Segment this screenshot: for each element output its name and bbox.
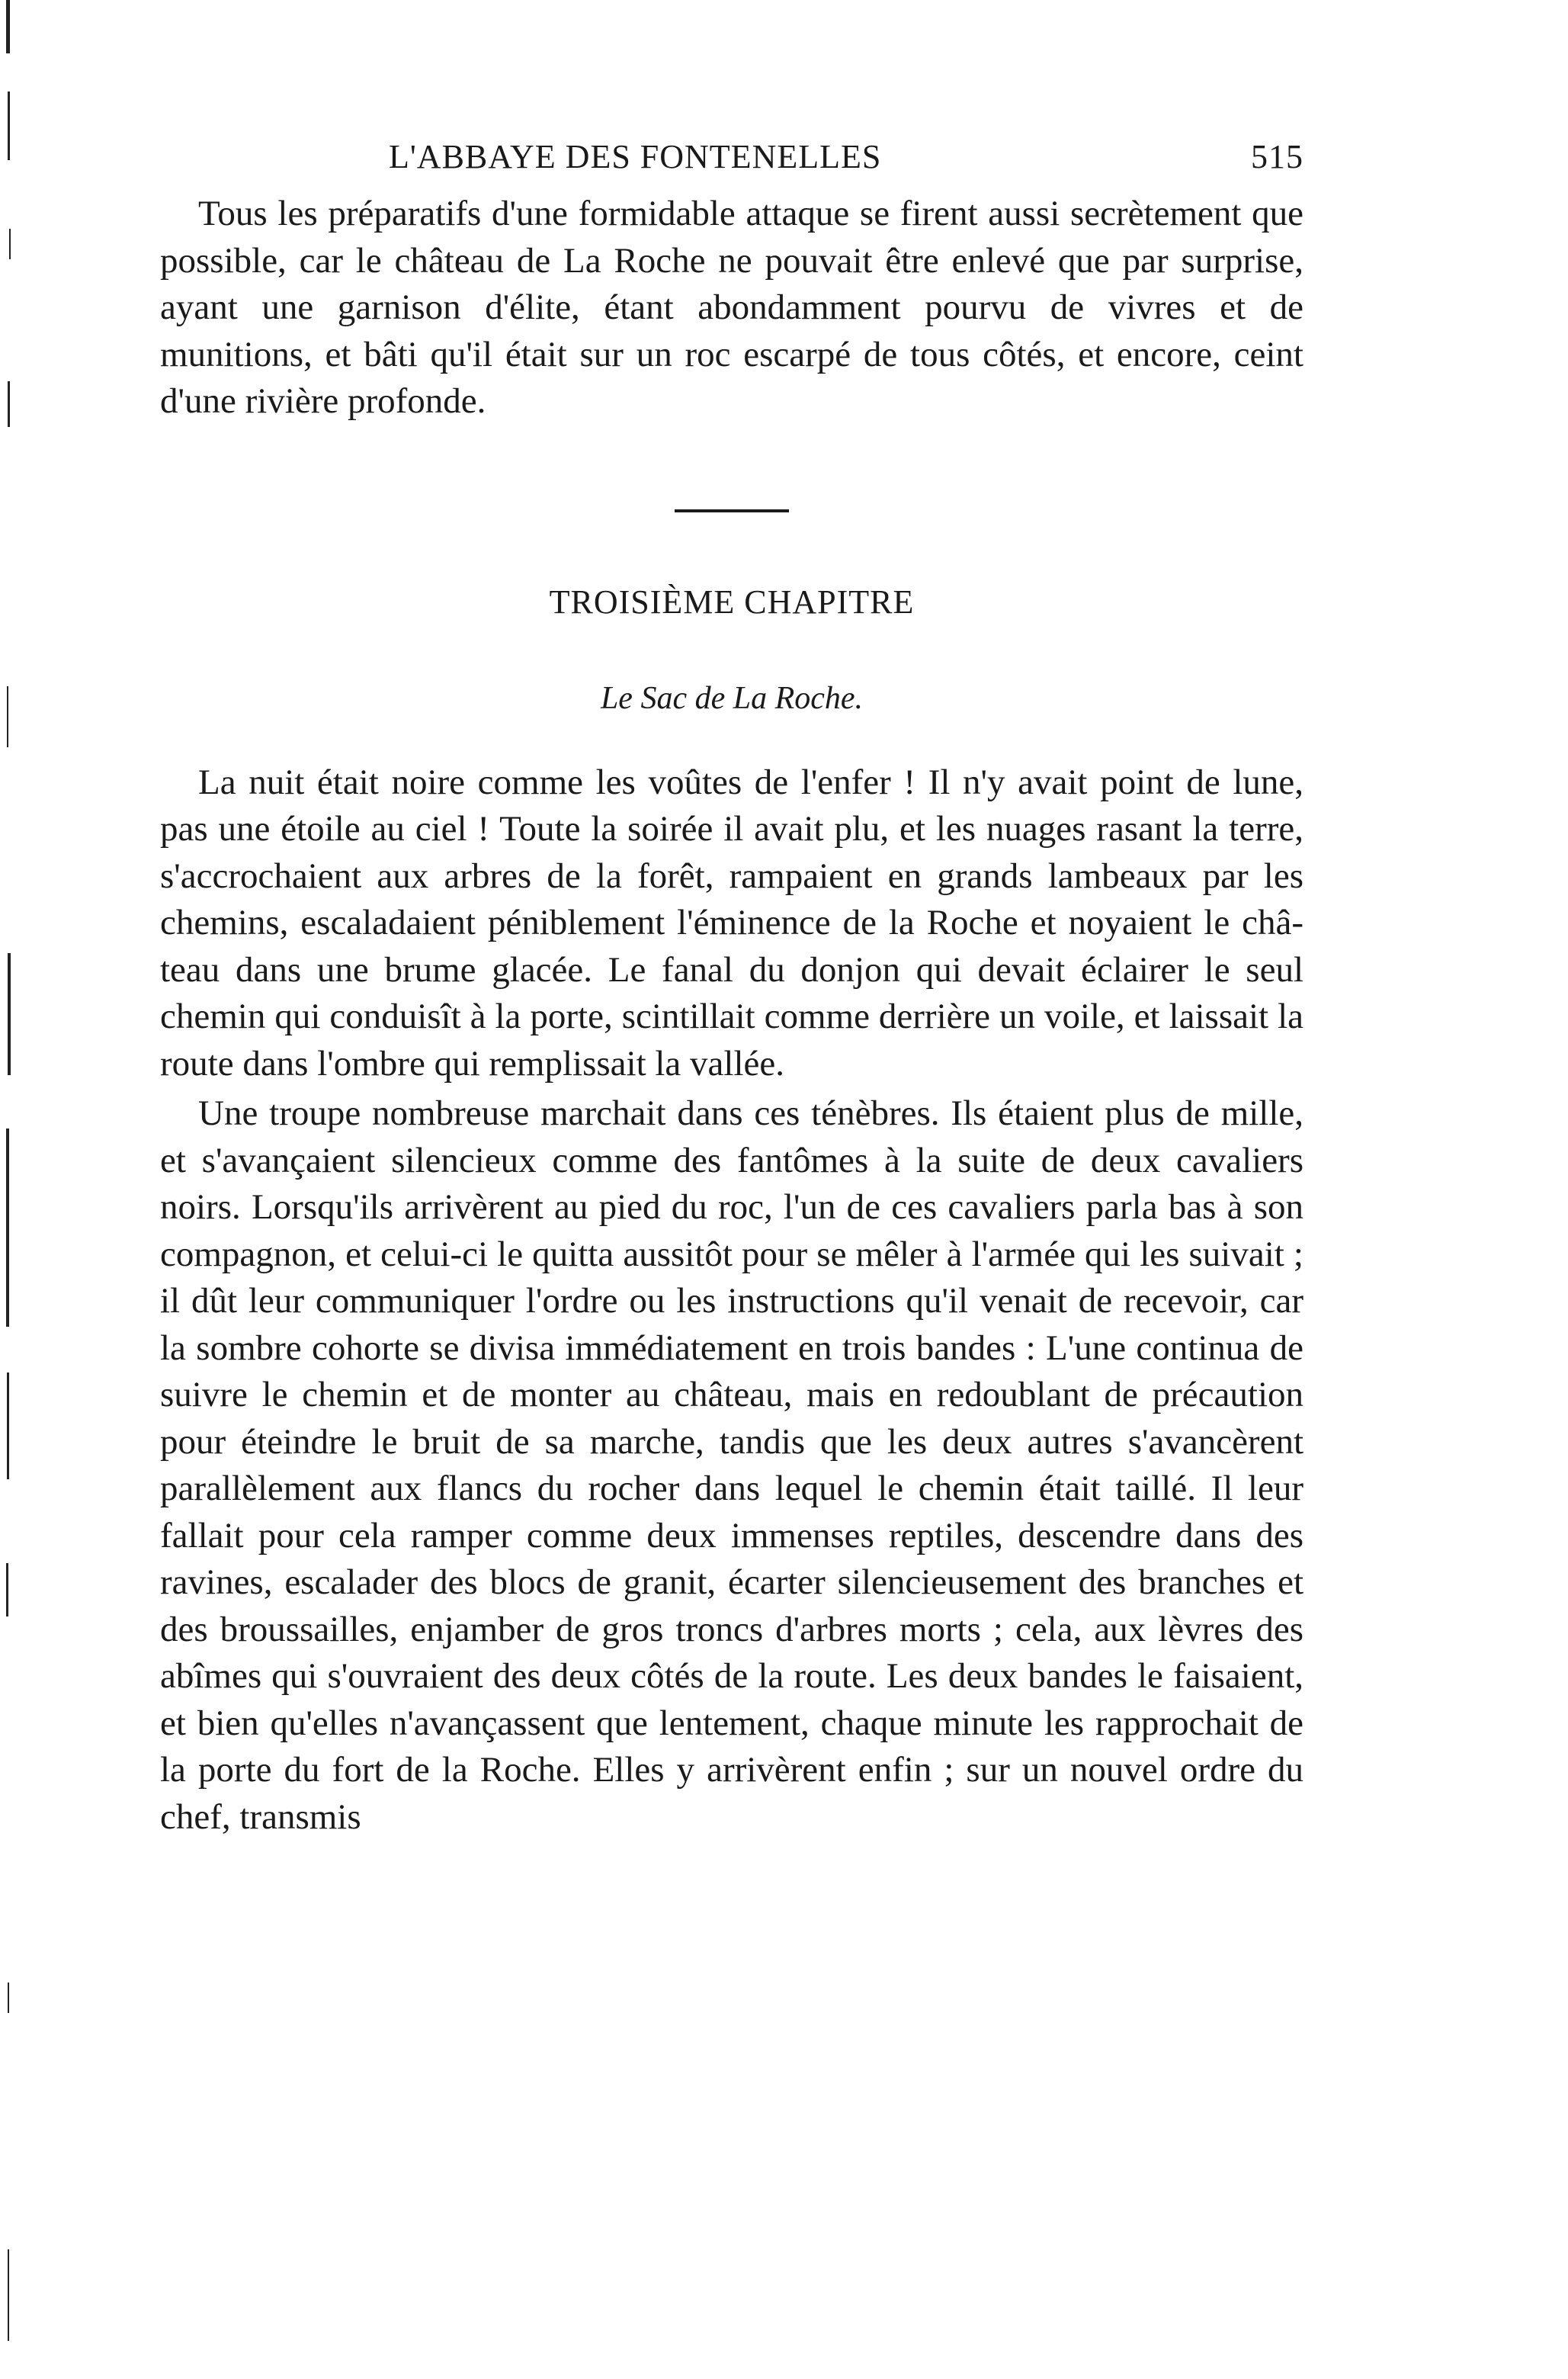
chapter-subtitle: Le Sac de La Roche. — [600, 680, 864, 716]
section-divider-rule — [675, 509, 789, 512]
paragraph-intro: Tous les préparatifs d'une formidable attaque se firent aussi secrètement que possible, car le château de La Roche ne pouvait être enlevé que par surprise, ayant une garnison d'élite, étant abondamment pourvu de vivres et de munitions, et bâti qu'il était sur un roc escarpé de tous côtés, et encore, ceint d'une rivière profonde. — [160, 194, 1303, 421]
paragraph-night: La nuit était noire comme les voûtes de l'enfer ! Il n'y avait point de lune, pas une étoile au ciel ! Toute la soirée il avait plu, et les nuages rasant la terre, s'accrochaient aux arbres de la forêt, rampaient en grands lambeaux par les chemins, escaladaient péniblement l'éminence de la Roche et noyaient le château dans une brume glacée. Le fanal du donjon qui devait éclairer le seul chemin qui conduisît à la porte, scintillait comme derrière un voile, et laissait la route dans l'ombre qui remplissait la vallée. — [160, 762, 1303, 1084]
binding-edge-shadow — [0, 0, 53, 2379]
running-title: L'ABBAYE DES FONTENELLES — [389, 138, 882, 175]
running-head — [160, 137, 1303, 191]
page-number: 515 — [1251, 138, 1303, 175]
paragraph-troop: Une troupe nombreuse marchait dans ces ténèbres. Ils étaient plus de mille, et s'avançaient silencieux comme des fantômes à la suite de deux cavaliers noirs. Lorsqu'ils arrivèrent au pied du roc, l'un de ces cavaliers parla bas à son compagnon, et celui-ci le quitta aussitôt pour se mêler à l'armée qui les suivait ; il dût leur communiquer l'ordre ou les instructions qu'il venait de recevoir, car la sombre cohorte se divisa immédiatement en trois bandes : L'une continua de suivre le chemin et de monter au château, mais en redoublant de précaution pour éteindre le bruit de sa marche, tandis que les deux autres s'avancèrent parallèlement aux flancs du rocher dans lequel le chemin était taillé. Il leur fallait pour cela ramper comme deux immenses reptiles, descendre dans des ravines, escalader des blocs de granit, écarter silencieusement des branches et des broussailles, enjamber de gros troncs d'arbres morts ; cela, aux lèvres des abîmes qui s'ouvraient des deux côtés de la route. Les deux bandes le faisaient, et bien qu'elles n'avançassent que lentement, chaque minute les rapprochait de la porte du fort de la Roche. Elles y arrivèrent enfin ; sur un nouvel ordre du chef, transmis — [160, 1093, 1303, 1837]
book-page — [160, 137, 1303, 1841]
chapter-title: TROISIÈME CHAPITRE — [549, 583, 915, 621]
